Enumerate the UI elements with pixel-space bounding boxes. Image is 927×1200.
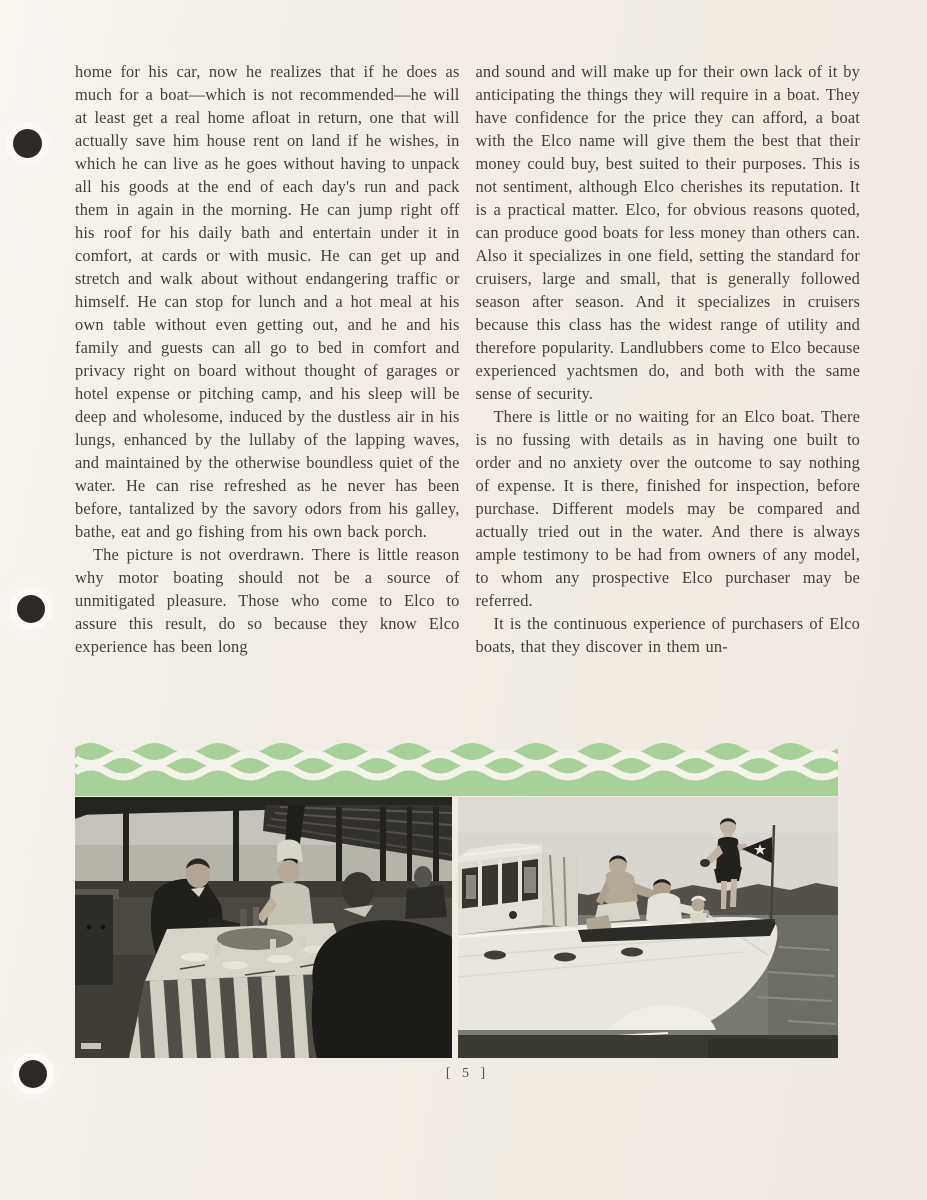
boat-cabin: [458, 843, 578, 935]
binder-hole-middle: [17, 595, 45, 623]
photo-caption-mark: [81, 1043, 101, 1049]
right-paragraph-1: and sound and will make up for their own lack of it by anticipating the things they will require in a boat. They have confidence for the price they can afford, a boat with the Elco name will give them the best that their money could buy, best suited to their purposes. This is not sentiment, although Elco cherishes its reputation. It is a practical matter. Elco, for obvious reasons quoted, can produce good boats for less money than others can. Also it specializes in one field, setting the standard for cruisers, large and small, that is generally followed season after season. And it specializes in cruisers because this class has the widest range of utility and therefore popularity. Landlubbers come to Elco because experienced yachtsmen do, and both with the same sense of security.: [475, 62, 860, 403]
right-paragraph-2: There is little or no waiting for an Elco boat. There is no fussing with details as in having one built to order and no anxiety over the outcome to say nothing of expense. It is there, finished for inspection, before purchase. Different models may be compared and actually tried out in the water. And there is always ample testimony to be had from owners of any model, to whom any prospective Elco purchaser may be referred.: [475, 407, 860, 610]
right-column: [476, 60, 861, 658]
page-number: [ 5 ]: [445, 1066, 490, 1081]
binder-hole-bottom: [19, 1060, 47, 1088]
left-paragraph-2: The picture is not overdrawn. There is little reason why motor boating should not be a source of unmitigated pleasure. Those who come to Elco to assure this result, do so because they know Elco experience has been long: [75, 545, 460, 656]
photo-boat-exterior: [458, 797, 838, 1058]
body-text: [75, 60, 860, 658]
wave-border-ornament: [75, 740, 838, 796]
right-paragraph-3: It is the continuous experience of purchasers of Elco boats, that they discover in them un-: [475, 614, 860, 656]
foreground-water: [458, 1035, 838, 1058]
binder-hole-top: [13, 129, 42, 158]
left-paragraph-1: home for his car, now he realizes that if he does as much for a boat—which is not recommended—he will at least get a real home afloat in return, one that will actually save him house rent on land if he wishes, in which he can live as he goes without having to unpack all his goods at the end of each day's run and pack them in again in the morning. He can jump right off his roof for his daily bath and entertain under it in comfort, at cards or with music. He can get up and stretch and walk about without endangering traffic or himself. He can stop for lunch and a hot meal at his own table without even getting out, and he and his family and guests can all go to bed in comfort and privacy right on board without thought of garages or hotel expense or pitching camp, and his sleep will be deep and wholesome, induced by the dustless air in his lungs, enhanced by the lullaby of the lapping waves, and maintained by the otherwise boundless quiet of the water. He can rise refreshed as he never has been before, tantalized by the savory odors from his galley, bathe, eat and go fishing from his own back porch.: [75, 62, 460, 541]
photo-cabin-dining: [75, 797, 452, 1058]
left-column: [75, 60, 460, 658]
